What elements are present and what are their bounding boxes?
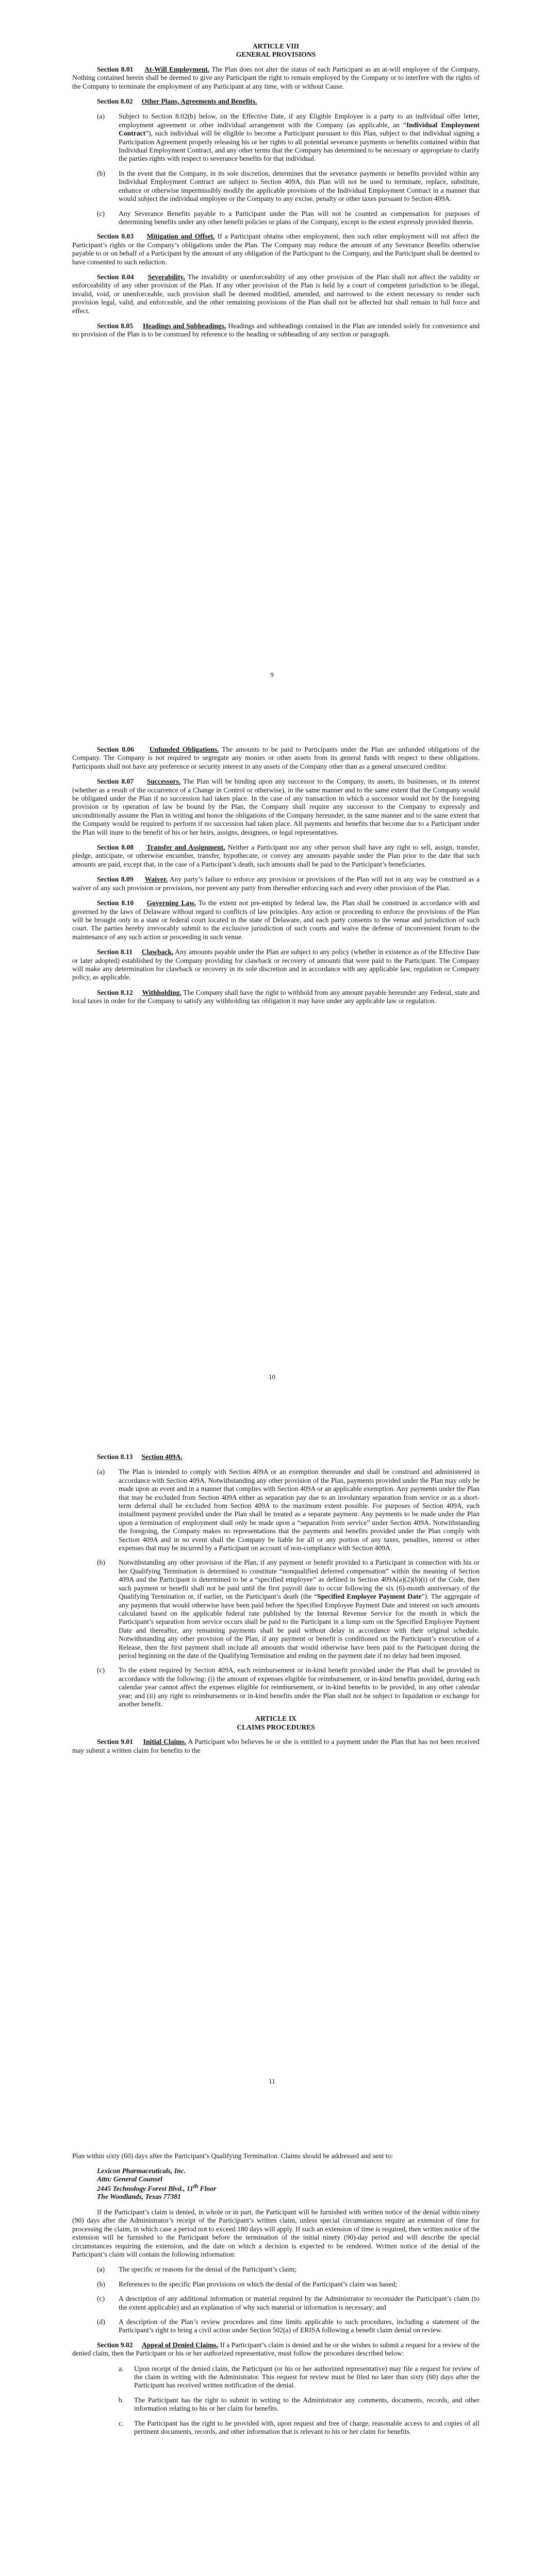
subsection-text: ”), such individual will be eligible to become a Participant pursuant to this Plan, subject to that individual signing a Participation Agreement properly releasing his or her rights to all potential severance payments or benefits contained within that Individual Employment Contract, and any other terms that the Company has determined to be necessary or appropriate to clarify the parties rights with respect to severance benefits for that individual. [119,129,480,163]
page-10-body [72,745,480,1012]
address-line: The Woodlands, Texas 77381 [97,2193,181,2201]
subsection-b [72,170,480,204]
item-text: Upon receipt of the denied claim, the Participant (or his or her authorized representative) may file a request for review of the claim in writing with the Administrator. This request for review must be filed no later than sixty (60) days after the Participant has received written notification of the denial. [134,2364,480,2389]
section-title: Unfunded Obligations. [149,745,219,753]
section-text: Any party’s failure to enforce any provision or provisions of the Plan will not in any way be construed as a waiver of any such provision or provisions, nor prevent any party from thereafter enforcing each and every other provision of the Plan. [72,875,480,892]
subsection-label: (b) [97,1558,105,1567]
subsection-c [72,1666,480,1708]
section-8-03 [72,232,480,266]
item-label: (c) [97,2295,105,2303]
section-8-06 [72,745,480,771]
subsection-label: (a) [97,1468,105,1476]
section-number: Section 9.02 [97,2341,133,2349]
section-text: Any amounts payable under the Plan are subject to any policy (whether in existence as of the Effective Date or later adopted) established by the Company providing for clawback or recovery of amounts that were paid to the Participant. The Company will make any determination for clawback or recovery in its sole discretion and in accordance with any applicable law, regulation or Company policy, as applicable. [72,948,480,981]
page-9-body [72,42,480,346]
section-title: Transfer and Assignment. [146,843,225,852]
section-text: The invalidity or unenforceability of any other provision of the Plan shall not affect the validity or enforceability of any other provision of the Plan. If any other provision of the Plan is held by a court of competent jurisdiction to be illegal, invalid, void, or unenforceable, such provision shall be deemed modified, amended, and narrowed to the extent necessary to render such provision legal, valid, and enforceable, and the other remaining provisions of the Plan shall not be affected but shall remain in full force and effect. [72,273,480,315]
item-text: References to the specific Plan provisions on which the denial of the Participant’s claim was based; [119,2280,398,2288]
list-item [72,2318,480,2335]
section-text: Headings and subheadings contained in the Plan are intended solely for convenience and no provision of the Plan is to be construed by reference to the heading or subheading of any section or paragraph. [72,321,480,338]
section-number: Section 8.09 [97,875,134,884]
section-number: Section 8.06 [97,745,135,753]
section-number: Section 8.08 [97,843,134,852]
subsection-c [72,210,480,227]
section-8-08 [72,843,480,869]
address-line: Attn: General Counsel [97,2175,162,2183]
section-title: Appeal of Denied Claims. [141,2341,219,2349]
defined-term: Specified Employee Payment Date [317,1592,422,1601]
subsection-text: The Plan is intended to comply with Section 409A or an exemption thereunder and shall be construed and administered in accordance with Section 409A. Notwithstanding any other provision of the Plan, payments provided under the Plan may only be made upon an event and in a manner that complies with Section 409A or an applicable exemption. Any payments under the Plan that may be excluded from Section 409A either as separation pay due to an involuntary separation from service or as a short-term deferral shall be excluded from Section 409A to the maximum extent possible. For purposes of Section 409A, each installment payment provided under the Plan shall be treated as a separate payment. Any payments to be made under the Plan upon a termination of employment shall only be made upon a “separation from service” under Section 409A. Notwithstanding the foregoing, the Company makes no representations that the payments and benefits provided under the Plan comply with Section 409A and in no event shall the Company be liable for all or any portion of any taxes, penalties, interest or other expenses that may be incurred by a Participant on account of non-compliance with Section 409A. [119,1468,480,1552]
section-number: Section 8.07 [97,777,134,786]
page-12-body [72,2152,480,2442]
subsection-text: To the extent required by Section 409A, each reimbursement or in-kind benefit provided under the Plan shall be provided in accordance with the following: (i) the amount of expenses eligible for reimbursement, or in-kind benefits provided, during each calendar year cannot affect the expenses eligible for reimbursement, or in-kind benefits to be provided, in any other calendar year; and (ii) any right to reimbursements or in-kind benefits under the Plan shall not be subject to liquidation or exchange for another benefit. [119,1666,480,1708]
subsection-text: Notwithstanding any other provision of the Plan, if any payment or benefit provided to a Participant in connection with his or her Qualifying Termination is determined to constitute “nonqualified deferred compensation” within the meaning of Section 409A and the Participant is determined to be a “specified employee” as defined in Section 409A(a)(2)(b)(i) of the Code, then such payment or benefit shall not be paid until the first payroll date to occur following the six (6)-month anniversary of the Qualifying Termination or, if earlier, on the Participant’s death (the “ [119,1558,480,1601]
item-label: b. [119,2396,124,2404]
subsection-label: (b) [97,169,105,177]
page-number: 10 [269,1373,275,1381]
subsection-label: (a) [97,112,105,121]
subsection-label: (c) [97,1666,105,1674]
item-label: c. [119,2419,124,2427]
section-8-04 [72,273,480,315]
page-11 [0,1406,544,2110]
section-text: The Plan does not alter the status of each Participant as an at-will employee of the Company. Nothing contained herein shall be deemed to give any Participant the right to remain employed by the Company or to interfere with the rights of the Company to terminate the employment of any Participant at any time, with or without Cause. [72,65,480,90]
defined-term: Individual Employment Contract [119,121,480,138]
claims-intro: Plan within sixty (60) days after the Participant’s Qualifying Termination. Claims should be addressed and sent to: [72,2152,393,2160]
section-title: Section 409A. [141,1453,183,1461]
article-title: GENERAL PROVISIONS [236,50,316,59]
section-8-11 [72,948,480,982]
article-heading: ARTICLE VIII [252,42,300,50]
list-item [72,2365,480,2390]
section-number: Section 8.13 [97,1453,133,1461]
item-text: The Participant has the right to submit in writing to the Administrator any comments, documents, records, and other information relating to his or her claim for benefits. [134,2396,480,2413]
appeal-items [72,2365,480,2436]
section-8-09 [72,875,480,892]
item-text: A description of the Plan’s review procedures and time limits applicable to such procedures, including a statement of the Participant’s right to bring a civil action under Section 502(a) of ERISA following a benefit claim denial on review. [119,2318,480,2334]
page-9 [0,0,544,703]
section-8-10 [72,899,480,941]
section-8-05 [72,322,480,339]
section-title: Waiver. [144,875,168,884]
page-11-body [72,1453,480,1761]
item-text: A description of any additional information or material required by the Administrator to reconsider the Participant’s claim (to the extent applicable) and an explanation of why such material or information is necessary; and [119,2295,480,2311]
section-9-02 [72,2341,480,2358]
section-text: The Plan will be binding upon any successor to the Company, its assets, its businesses, or its interest (whether as a result of the occurrence of a Change in Control or otherwise), in the same manner and to the same extent that the Company would be obligated under the Plan if no succession had taken place. In the case of any transaction in which a successor would not by the foregoing provision or by operation of law be bound by the Plan, the Company shall require any successor to the Company to expressly and unconditionally assume the Plan in writing and honor the obligations of the Company hereunder, in the same manner and to the same extent that the Company would be required to perform if no succession had taken place. All payments and benefits that become due to a Participant under the Plan will inure to the benefit of his or her heirs, assigns, designees, or legal representatives. [72,777,480,836]
list-item [72,2295,480,2312]
item-text: The Participant has the right to be provided with, upon request and free of charge, reasonable access to and copies of all pertinent documents, records, and other information that is relevant to his or her claim for benefits. [134,2419,480,2436]
section-number: Section 8.02 [97,97,133,106]
item-label: a. [119,2364,124,2372]
section-number: Section 8.10 [97,899,134,907]
section-8-01 [72,65,480,91]
page-12 [0,2110,544,2576]
section-number: Section 8.01 [97,65,134,73]
section-8-07 [72,777,480,837]
denial-items [72,2265,480,2334]
item-text: The specific or reasons for the denial of the Participant’s claim; [119,2265,297,2274]
address-line: Lexicon Pharmaceuticals, Inc. [97,2167,186,2175]
section-text: A Participant who believes he or she is entitled to a payment under the Plan that has not been received may submit a written claim for benefits to the [72,1738,480,1754]
section-title: Other Plans, Agreements and Benefits. [141,97,257,106]
subsection-b [72,1558,480,1660]
section-text: The amounts to be paid to Participants under the Plan are unfunded obligations of the Company. The Company is not required to segregate any monies or other assets from its general funds with respect to these obligations. Participants shall not have any preference or security interest in any assets of the Company other than as a general unsecured creditor. [72,745,480,770]
section-text: If a Participant’s claim is denied and he or she wishes to submit a request for a review of the denied claim, then the Participant or his or her authorized representative, must follow the procedures described below: [72,2341,480,2358]
section-number: Section 8.05 [97,321,133,330]
section-number: Section 8.12 [97,988,133,996]
subsection-text: Subject to Section 8.02(b) below, on the Effective Date, if any Eligible Employee is a party to an individual offer letter, employment agreement or other individual arrangement with the Company (as applicable, an “ [119,112,480,129]
section-title: Clawback. [141,948,174,956]
page-number: 9 [270,671,274,679]
list-item [72,2280,480,2289]
list-item [72,2419,480,2436]
subsection-text: Any Severance Benefits payable to a Participant under the Plan will not be counted as compensation for purposes of determining benefits under any other benefit policies or plans of the Company, except to the extent expressly provided therein. [119,209,480,226]
section-text: The Company shall have the right to withhold from any amount payable hereunder any Federal, state and local taxes in order for the Company to satisfy any withholding tax obligation it may have under any applicable law or regulation. [72,988,480,1005]
item-label: (b) [97,2280,105,2288]
address-superscript: th [193,2183,199,2190]
section-title: Headings and Subheadings. [143,321,226,330]
subsection-a [72,112,480,163]
subsection-text: In the event that the Company, in its sole discretion, determines that the severance payments or benefits provided within any Individual Employment Contract are subject to Section 409A, this Plan will not be used to terminate, replace, substitute, enhance or otherwise impermissibly modify the applicable provisions of the Individual Employment Contract in a manner that would subject the individual employee or the Company to any excise, penalty or other taxes pursuant to Section 409A. [119,169,480,203]
article-title: CLAIMS PROCEDURES [237,1723,315,1731]
section-title: Successors. [146,777,181,786]
section-number: Section 9.01 [97,1738,134,1746]
address-text: Floor [198,2184,217,2193]
page-number: 11 [269,2077,275,2085]
item-label: (a) [97,2265,105,2274]
section-8-13 [72,1453,480,1461]
denial-paragraph: If the Participant’s claim is denied, in whole or in part, the Participant will be furnished with written notice of the denial within ninety (90) days after the Administrator’s receipt of the Participant’s written claim, unless special circumstances require an extension of time for processing the claim, in which case a period not to exceed 180 days will apply. If such an extension of time is required, then written notice of the extension will be furnished to the Participant before the termination of the initial ninety (90)-day period and will describe the special circumstances requiring the extension, and the date on which a decision is expected to be rendered. Written notice of the denial of the Participant’s claim will contain the following information: [72,2208,480,2258]
section-8-12 [72,989,480,1006]
section-text: If a Participant obtains other employment, then such other employment will not affect the Participant’s rights or the Company’s obligations under the Plan. The Company may reduce the amount of any Severance Benefits otherwise payable to or on behalf of a Participant by the amount of any obligation of the Participant to the Company, and the Participant shall be deemed to have consented to such reduction. [72,232,480,266]
section-text: To the extent not pre-empted by federal law, the Plan shall be construed in accordance with and governed by the laws of Delaware without regard to conflicts of law principles. Any action or proceeding to enforce the provisions of the Plan will be brought only in a state or federal court located in the state of Delaware, and each party consents to the venue and jurisdiction of such court. The parties hereby irrevocably submit to the exclusive jurisdiction of such courts and waive the defense of inconvenient forum to the maintenance of any such action or proceeding in such venue. [72,899,480,941]
section-title: Mitigation and Offset. [146,232,215,241]
subsection-label: (c) [97,209,105,217]
section-8-13-subsections [72,1468,480,1708]
list-item [72,2396,480,2413]
item-label: (d) [97,2318,105,2326]
address-text: 2445 Technology Forest Blvd., 11 [97,2184,193,2193]
section-number: Section 8.03 [97,232,134,241]
subsection-text: ”). The aggregate of any payments that would otherwise have been paid before the Specified Employee Payment Date and interest on such amounts calculated based on the applicable federal rate published by the Internal Revenue Service for the month in which the Participant’s separation from service occurs shall be paid to the Participant in a lump sum on the Specified Employee Payment Date and thereafter, any remaining payments shall be paid without delay in accordance with their original schedule. Notwithstanding any other provision of the Plan, if any payment or benefit is conditioned on the Participant’s execution of a Release, then the first payment shall include all amounts that would otherwise have been paid to the Participant during the period beginning on the date of the Qualifying Termination and ending on the payment date if no delay had been imposed. [119,1592,480,1659]
section-title: Governing Law. [146,899,196,907]
subsection-a [72,1468,480,1552]
section-title: Initial Claims. [143,1738,187,1746]
section-number: Section 8.11 [97,948,133,956]
section-title: At-Will Employment. [144,65,210,73]
list-item [72,2265,480,2274]
section-title: Severability. [147,273,185,281]
section-title: Withholding. [142,988,182,996]
section-8-02-subsections [72,112,480,226]
page-10 [0,703,544,1406]
section-number: Section 8.04 [97,273,134,281]
section-text: Neither a Participant nor any other person shall have any right to sell, assign, transfer, pledge, anticipate, or otherwise encumber, transfer, hypothecate, or convey any amounts payable under the Plan prior to the date that such amounts are paid, except that, in the case of a Participant’s death, such amounts shall be paid to the Participant’s beneficiaries. [72,843,480,868]
address-line [97,2183,480,2193]
section-9-01 [72,1738,480,1755]
article-heading: ARTICLE IX [255,1715,296,1723]
section-8-02 [72,97,480,106]
claims-address [97,2167,480,2201]
